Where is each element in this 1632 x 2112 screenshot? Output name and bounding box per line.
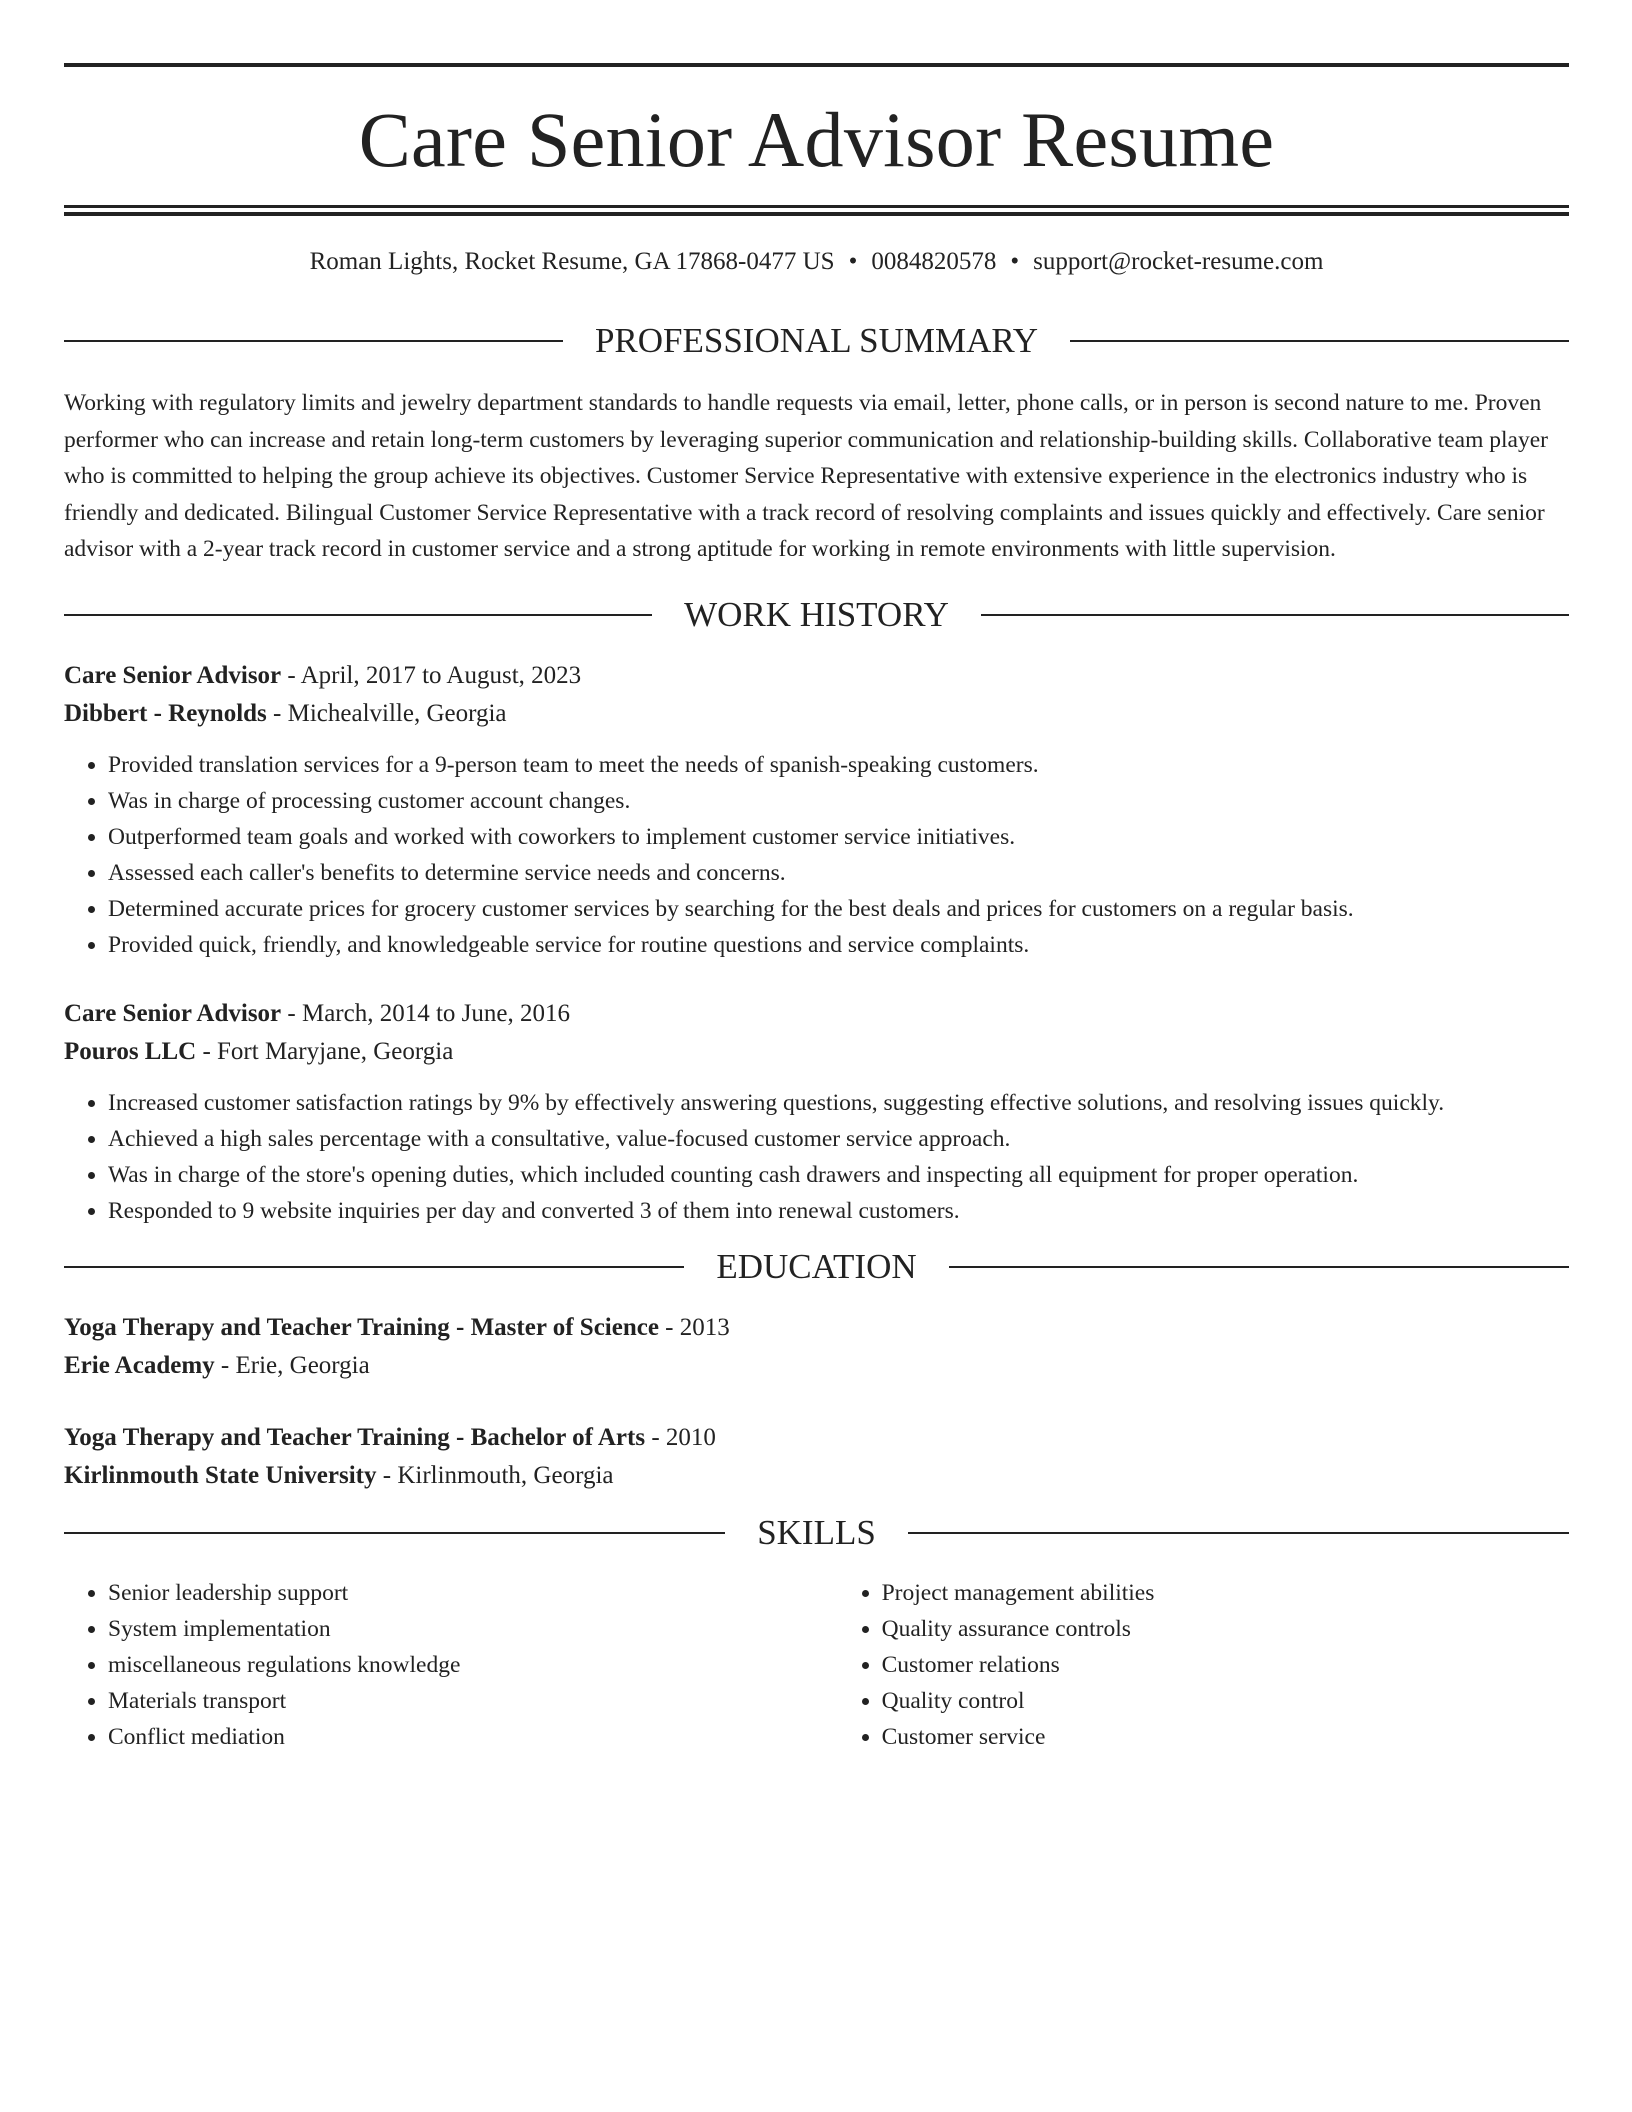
list-item: • Provided translation services for a 9-person team to meet the needs of spanish-speaking customers. <box>108 747 1569 783</box>
page-title: Care Senior Advisor Resume <box>358 96 1275 183</box>
job-company: Dibbert - Reynolds <box>64 699 267 727</box>
job-entry <box>64 995 1569 1229</box>
education-degree-line <box>64 1419 1569 1457</box>
job-company-line <box>64 1033 1569 1071</box>
education-degree: Yoga Therapy and Teacher Training - Master of Science <box>64 1313 659 1341</box>
job-bullets <box>64 747 1569 963</box>
contact-phone: 0084820578 <box>871 248 997 275</box>
list-item: • Was in charge of processing customer account changes. <box>108 783 1569 819</box>
list-item: • Quality control <box>882 1683 1569 1719</box>
list-item: • Determined accurate prices for grocery customer services by searching for the best deals and prices for customers on a regular basis. <box>108 891 1569 927</box>
section-heading-skills <box>64 1513 1569 1553</box>
education-location: - Erie, Georgia <box>214 1351 370 1379</box>
education-degree: Yoga Therapy and Teacher Training - Bachelor of Arts <box>64 1423 646 1451</box>
divider-line <box>981 614 1569 616</box>
list-item: • Increased customer satisfaction ratings by 9% by effectively answering questions, suggesting effective solutions, and resolving issues quickly. <box>108 1085 1569 1121</box>
section-heading-education <box>64 1247 1569 1287</box>
list-item: • Senior leadership support <box>108 1575 838 1611</box>
job-dates: - March, 2014 to June, 2016 <box>281 999 570 1027</box>
contact-address: Roman Lights, Rocket Resume, GA 17868-0477 US <box>309 248 835 275</box>
list-item: • Conflict mediation <box>108 1719 838 1755</box>
list-item: • Was in charge of the store's opening duties, which included counting cash drawers and inspecting all equipment for proper operation. <box>108 1157 1569 1193</box>
list-item: • Project management abilities <box>882 1575 1569 1611</box>
skills-columns <box>64 1575 1569 1755</box>
resume-page <box>64 63 1569 1755</box>
education-entry <box>64 1309 1569 1385</box>
list-item: • Outperformed team goals and worked with coworkers to implement customer service initiatives. <box>108 819 1569 855</box>
list-item: • Responded to 9 website inquiries per day and converted 3 of them into renewal customers. <box>108 1193 1569 1229</box>
contact-separator: • <box>1010 248 1020 275</box>
education-school-line <box>64 1347 1569 1385</box>
education-year: - 2010 <box>645 1423 716 1451</box>
job-bullets <box>64 1085 1569 1229</box>
contact-separator: • <box>848 248 858 275</box>
list-item: • Quality assurance controls <box>882 1611 1569 1647</box>
contact-email: support@rocket-resume.com <box>1033 248 1324 275</box>
education-location: - Kirlinmouth, Georgia <box>376 1461 614 1489</box>
section-title: SKILLS <box>757 1512 876 1552</box>
title-double-rule <box>64 205 1569 216</box>
divider-line <box>1070 340 1569 342</box>
section-heading-work-history <box>64 595 1569 635</box>
section-title: PROFESSIONAL SUMMARY <box>594 321 1039 360</box>
education-school: Erie Academy <box>64 1351 215 1379</box>
job-company-line <box>64 695 1569 733</box>
divider-line <box>64 1532 725 1534</box>
education-entry <box>64 1419 1569 1495</box>
divider-line <box>64 614 652 616</box>
top-rule <box>64 63 1569 67</box>
divider-line <box>949 1266 1569 1268</box>
education-year: - 2013 <box>658 1313 730 1341</box>
job-title-line <box>64 995 1569 1033</box>
summary-text: Working with regulatory limits and jewelry department standards to handle requests via email, letter, phone calls, or in person is second nature to me. Proven performer who can increase and retain long-term customers by leveraging superior communication and relationship-building skills. Collaborative team player who is committed to helping the group achieve its objectives. Customer Service Representative with extensive experience in the electronics industry who is friendly and dedicated. Bilingual Customer Service Representative with a track record of resolving complaints and issues quickly and effectively. Care senior advisor with a 2-year track record in customer service and a strong aptitude for working in remote environments with little supervision. <box>64 390 1548 562</box>
job-location: - Michealville, Georgia <box>266 699 507 727</box>
job-title: Care Senior Advisor <box>64 999 282 1027</box>
skills-list-left <box>64 1575 838 1755</box>
list-item: • Assessed each caller's benefits to determine service needs and concerns. <box>108 855 1569 891</box>
list-item: • miscellaneous regulations knowledge <box>108 1647 838 1683</box>
education-school-line <box>64 1457 1569 1495</box>
education-school: Kirlinmouth State University <box>64 1461 377 1489</box>
section-title: WORK HISTORY <box>684 594 949 634</box>
job-company: Pouros LLC <box>64 1037 197 1065</box>
divider-line <box>908 1532 1569 1534</box>
list-item: • Provided quick, friendly, and knowledgeable service for routine questions and service complaints. <box>108 927 1569 963</box>
skills-list-right <box>838 1575 1569 1755</box>
job-dates: - April, 2017 to August, 2023 <box>281 661 582 689</box>
list-item: • Materials transport <box>108 1683 838 1719</box>
divider-line <box>64 1266 684 1268</box>
list-item: • Customer service <box>882 1719 1569 1755</box>
list-item: • System implementation <box>108 1611 838 1647</box>
contact-line <box>64 246 1569 278</box>
list-item: • Achieved a high sales percentage with a consultative, value-focused customer service approach. <box>108 1121 1569 1157</box>
divider-line <box>64 340 563 342</box>
section-title: EDUCATION <box>716 1246 917 1286</box>
job-title-line <box>64 657 1569 695</box>
job-title: Care Senior Advisor <box>64 661 282 689</box>
job-entry <box>64 657 1569 963</box>
education-degree-line <box>64 1309 1569 1347</box>
job-location: - Fort Maryjane, Georgia <box>196 1037 454 1065</box>
list-item: • Customer relations <box>882 1647 1569 1683</box>
section-heading-summary <box>64 321 1569 361</box>
